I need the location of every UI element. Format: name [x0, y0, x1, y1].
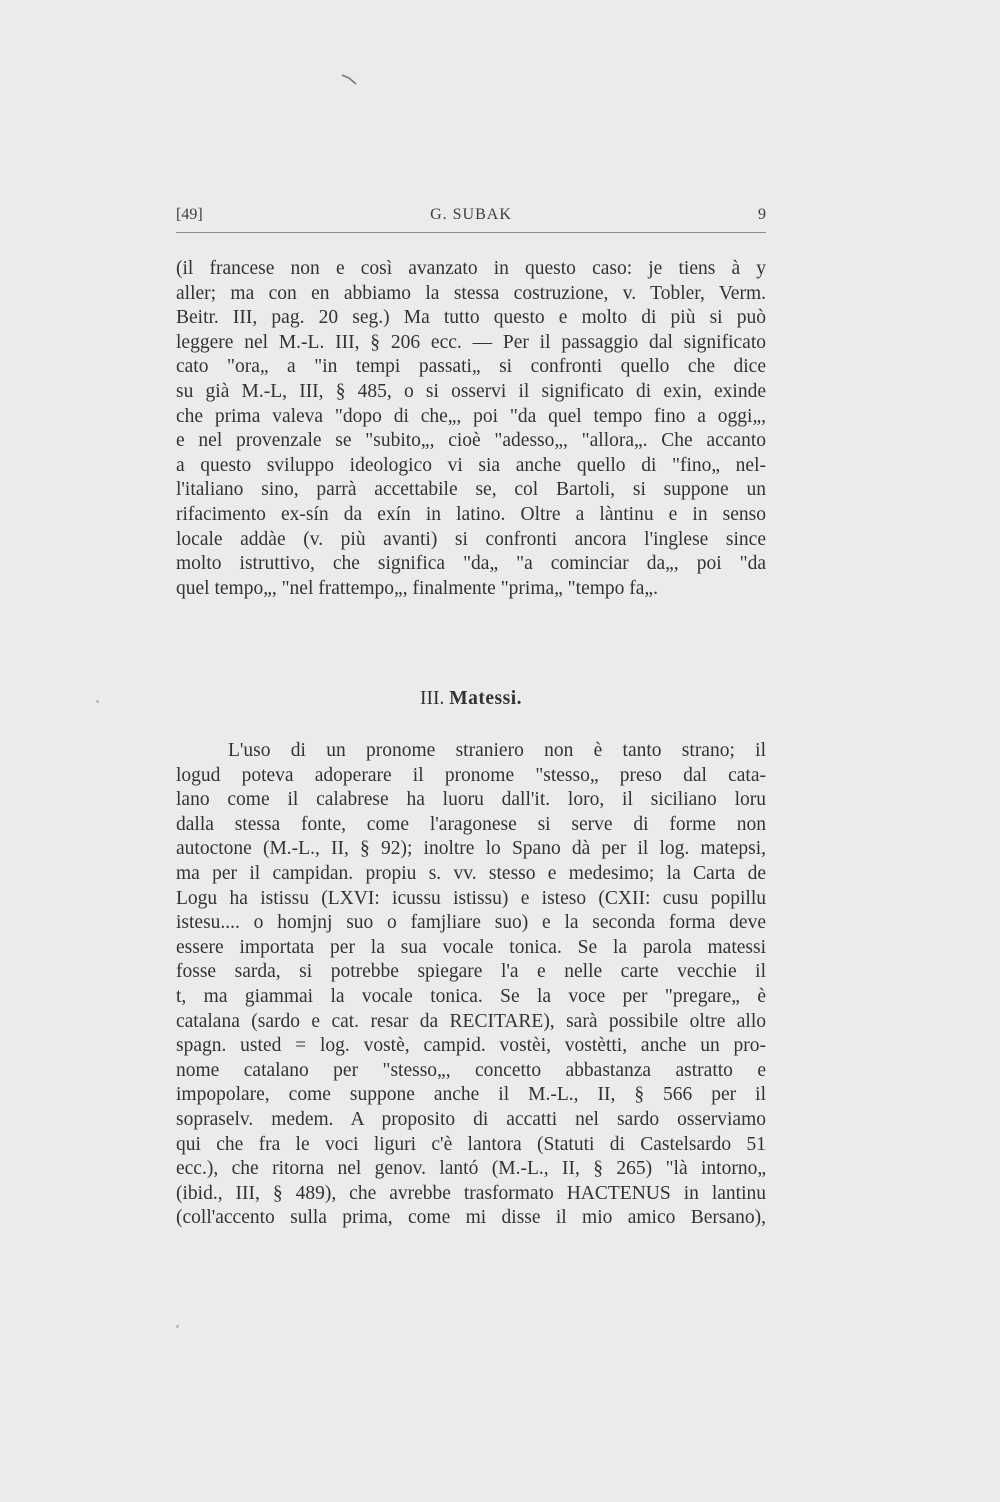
running-head-author: G. SUBAK [430, 206, 512, 223]
header-rule [176, 232, 766, 233]
text-line: quel tempo„, "nel frattempo„, finalmente "prima„ "tempo fa„. [176, 577, 658, 599]
text-line: l'italiano sino, parrà accettabile se, col Bartoli, si suppone un [176, 479, 766, 501]
section-heading [176, 688, 766, 710]
text-line: t, ma giammai la vocale tonica. Se la voce per "pregare„ è [176, 985, 766, 1007]
text-line: lano come il calabrese ha luoru dall'it. loro, il siciliano loru [176, 789, 766, 811]
text-line: logud poteva adoperare il pronome "stesso„ preso dal cata- [176, 764, 766, 786]
text-line: qui che fra le voci liguri c'è lantora (Statuti di Castelsardo 51 [176, 1133, 766, 1155]
text-line: impopolare, come suppone anche il M.-L., II, § 566 per il [176, 1084, 766, 1106]
text-line: nome catalano per "stesso„, concetto abbastanza astratto e [176, 1059, 766, 1081]
text-line: (ibid., III, § 489), che avrebbe trasformato HACTENUS in lantinu [176, 1182, 766, 1204]
text-line: locale addàe (v. più avanti) si confronti ancora l'inglese since [176, 528, 766, 550]
page-number: 9 [758, 206, 766, 223]
text-line: spagn. usted = log. vostè, campid. vostèi, vostètti, anche un pro- [176, 1035, 766, 1057]
text-line: leggere nel M.-L. III, § 206 ecc. — Per il passaggio dal significato [176, 331, 766, 353]
text-line: aller; ma con en abbiamo la stessa costruzione, v. Tobler, Verm. [176, 282, 766, 304]
text-line: rifacimento ex-sín da exín in latino. Oltre a làntinu e in senso [176, 503, 766, 525]
folio-bracket-number: [49] [176, 206, 203, 223]
text-line: Beitr. III, pag. 20 seg.) Ma tutto questo e molto di più si può [176, 307, 766, 329]
text-line: su già M.-L, III, § 485, o si osservi il significato di exin, exinde [176, 380, 766, 402]
text-line: (coll'accento sulla prima, come mi disse il mio amico Bersano), [176, 1207, 766, 1229]
section-title: Matessi. [449, 688, 522, 709]
section-number: III. [419, 688, 445, 709]
text-line: catalana (sardo e cat. resar da RECITARE), sarà possibile oltre allo [176, 1010, 766, 1032]
paragraph-matessi [176, 739, 766, 1231]
text-line: cato "ora„ a "in tempi passati„ si confronti quello che dice [176, 356, 766, 378]
text-line: dalla stessa fonte, come l'aragonese si serve di forme non [176, 813, 766, 835]
paper-speck [176, 1325, 179, 1328]
running-header [176, 206, 766, 230]
text-line: che prima valeva "dopo di che„, poi "da quel tempo fino a oggi„, [176, 405, 766, 427]
text-line: istesu.... o homjnj suo o famjliare suo) e la seconda forma deve [176, 912, 766, 934]
text-line: sopraselv. medem. A proposito di accatti nel sardo osserviamo [176, 1108, 766, 1130]
text-line: fosse sarda, si potrebbe spiegare l'a e nelle carte vecchie il [176, 961, 766, 983]
paragraph-continued [176, 257, 766, 601]
text-line: a questo sviluppo ideologico vi sia anche quello di "fino„ nel- [176, 454, 766, 476]
text-line: e nel provenzale se "subito„, cioè "adesso„, "allora„. Che accanto [176, 430, 766, 452]
paper-speck [96, 700, 99, 703]
text-line: autoctone (M.-L., II, § 92); inoltre lo Spano dà per il log. matepsi, [176, 838, 766, 860]
text-line: molto istruttivo, che significa "da„ "a cominciar da„, poi "da [176, 553, 766, 575]
text-line: (il francese non e così avanzato in questo caso: je tiens à y [176, 258, 766, 279]
text-line: Logu ha istissu (LXVI: icussu istissu) e isteso (CXII: cusu popillu [176, 887, 766, 909]
ink-speck-mark [340, 72, 358, 86]
text-line: ma per il campidan. propiu s. vv. stesso e medesimo; la Carta de [176, 862, 766, 884]
text-line: L'uso di un pronome straniero non è tanto strano; il [228, 740, 766, 761]
text-line: ecc.), che ritorna nel genov. lantó (M.-L., II, § 265) "là intorno„ [176, 1158, 766, 1180]
text-line: essere importata per la sua vocale tonica. Se la parola matessi [176, 936, 766, 958]
